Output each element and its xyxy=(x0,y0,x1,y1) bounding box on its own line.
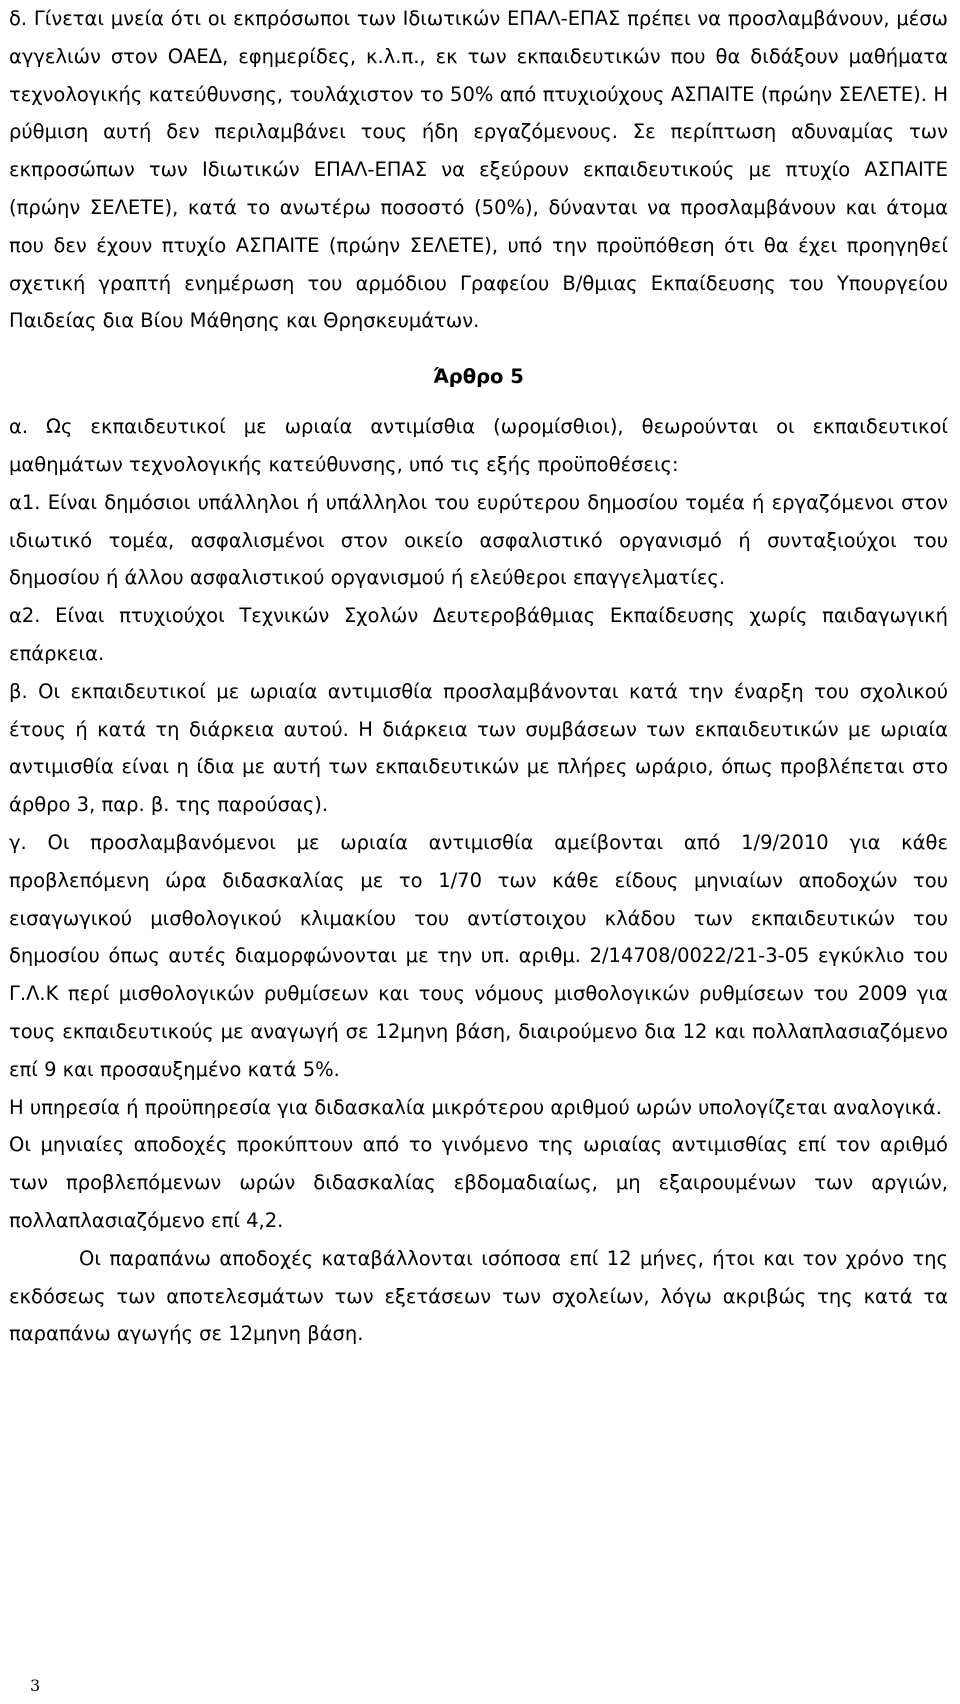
page-number: 3 xyxy=(30,1676,41,1695)
paragraph-alpha2: α2. Είναι πτυχιούχοι Τεχνικών Σχολών Δευτεροβάθμιας Εκπαίδευσης χωρίς παιδαγωγική επάρκεια. xyxy=(9,604,948,665)
paragraph-delta: δ. Γίνεται μνεία ότι οι εκπρόσωποι των Ιδιωτικών ΕΠΑΛ-ΕΠΑΣ πρέπει να προσλαμβάνουν, μέσω αγγελιών στον ΟΑΕΔ, εφημερίδες, κ.λ.π., εκ των εκπαιδευτικών που θα διδάξουν μαθήματα τεχνολογικής κατεύθυνσης, τουλάχιστον το 50% από πτυχιούχους ΑΣΠΑΙΤΕ (πρώην ΣΕΛΕΤΕ). Η ρύθμιση αυτή δεν περιλαμβάνει τους ήδη εργαζόμενους. Σε περίπτωση αδυναμίας των εκπροσώπων των Ιδιωτικών ΕΠΑΛ-ΕΠΑΣ να εξεύρουν εκπαιδευτικούς με πτυχίο ΑΣΠΑΙΤΕ (πρώην ΣΕΛΕΤΕ), κατά το ανωτέρω ποσοστό (50%), δύνανται να προσλαμβάνουν και άτομα που δεν έχουν πτυχίο ΑΣΠΑΙΤΕ (πρώην ΣΕΛΕΤΕ), υπό την προϋπόθεση ότι θα έχει προηγηθεί σχετική γραπτή ενημέρωση του αρμόδιου Γραφείου Β/θμιας Εκπαίδευσης του Υπουργείου Παιδείας δια Βίου Μάθησης και Θρησκευμάτων. xyxy=(9,7,948,333)
paragraph-closing: Οι παραπάνω αποδοχές καταβάλλονται ισόποσα επί 12 μήνες, ήτοι και τον χρόνο της εκδόσεως των αποτελεσμάτων των εξετάσεων των σχολείων, λόγω ακριβώς της κατά τα παραπάνω αγωγής σε 12μηνη βάση. xyxy=(9,1246,948,1346)
paragraph-service-note: Η υπηρεσία ή προϋπηρεσία για διδασκαλία μικρότερου αριθμού ωρών υπολογίζεται αναλογικά. xyxy=(9,1095,942,1119)
paragraph-gamma: γ. Οι προσλαμβανόμενοι με ωριαία αντιμισθία αμείβονται από 1/9/2010 για κάθε προβλεπόμενη ώρα διδασκαλίας με το 1/70 των κάθε είδους μηνιαίων αποδοχών του εισαγωγικού μισθολογικού κλιμακίου του αντίστοιχου κλάδου των εκπαιδευτικών του δημοσίου όπως αυτές διαμορφώνονται με την υπ. αριθμ. 2/14708/0022/21-3-05 εγκύκλιο του Γ.Λ.Κ περί μισθολογικών ρυθμίσεων και τους νόμους μισθολογικών ρυθμίσεων του 2009 για τους εκπαιδευτικούς με αναγωγή σε 12μηνη βάση, διαιρούμενο δια 12 και πολλαπλασιαζόμενο επί 9 και προσαυξημένο κατά 5%. xyxy=(9,830,948,1081)
paragraph-beta: β. Οι εκπαιδευτικοί με ωριαία αντιμισθία προσλαμβάνονται κατά την έναρξη του σχολικού έτους ή κατά τη διάρκεια αυτού. Η διάρκεια των συμβάσεων των εκπαιδευτικών με ωριαία αντιμισθία είναι η ίδια με αυτή των εκπαιδευτικών με πλήρες ωράριο, όπως προβλέπεται στο άρθρο 3, παρ. β. της παρούσας). xyxy=(9,679,948,817)
document-body xyxy=(9,0,948,1353)
article-heading: Άρθρο 5 xyxy=(433,365,524,389)
paragraph-monthly-pay: Οι μηνιαίες αποδοχές προκύπτουν από το γινόμενο της ωριαίας αντιμισθίας επί τον αριθμό των προβλεπόμενων ωρών διδασκαλίας εβδομαδιαίως, μη εξαιρουμένων των αργιών, πολλαπλασιαζόμενο επί 4,2. xyxy=(9,1133,948,1232)
paragraph-alpha: α. Ως εκπαιδευτικοί με ωριαία αντιμίσθια (ωρομίσθιοι), θεωρούνται οι εκπαιδευτικοί μαθημάτων τεχνολογικής κατεύθυνσης, υπό τις εξής προϋποθέσεις: xyxy=(9,415,948,476)
paragraph-alpha1: α1. Είναι δημόσιοι υπάλληλοι ή υπάλληλοι του ευρύτερου δημοσίου τομέα ή εργαζόμενοι στον ιδιωτικό τομέα, ασφαλισμένοι στον οικείο ασφαλιστικό οργανισμό ή συνταξιούχοι του δημοσίου ή άλλου ασφαλιστικού οργανισμού ή ελεύθεροι επαγγελματίες. xyxy=(9,490,948,590)
